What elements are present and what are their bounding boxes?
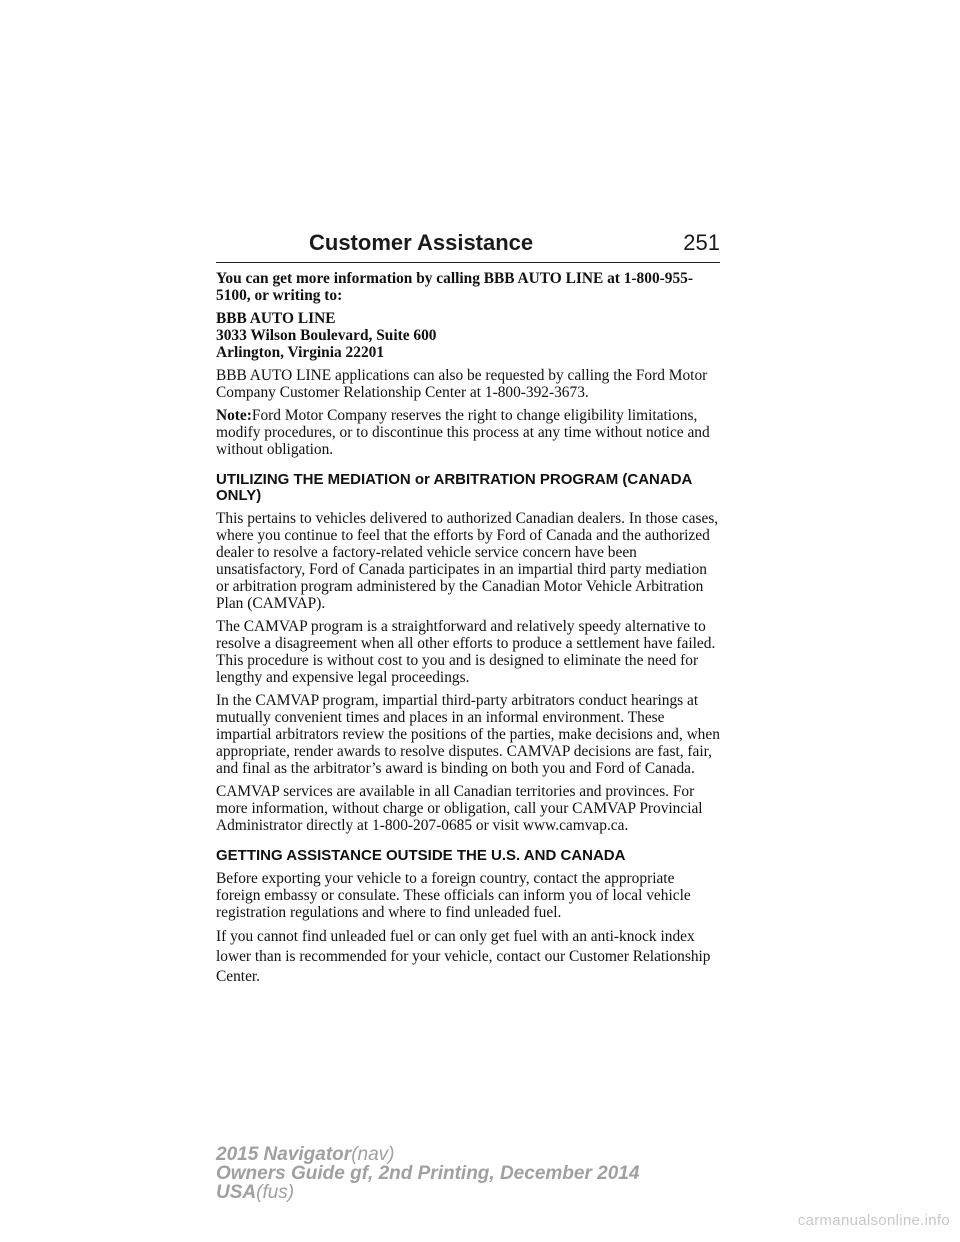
section-title: Customer Assistance xyxy=(309,230,534,255)
footer-line-1 xyxy=(216,1145,639,1164)
address-line-3: Arlington, Virginia 22201 xyxy=(216,344,385,361)
outside-paragraph-2: If you cannot find unleaded fuel or can only get fuel with an anti-knock index lower than is recommended for your vehicle, contact our Customer Relationship Center. xyxy=(216,928,711,985)
page-content xyxy=(216,270,722,993)
applications-paragraph: BBB AUTO LINE applications can also be requested by calling the Ford Motor Company Customer Relationship Center at 1-800-392-3673. xyxy=(216,367,708,401)
footer-model-code: (nav) xyxy=(351,1144,395,1165)
canada-paragraph-1: This pertains to vehicles delivered to authorized Canadian dealers. In those cases, where you continue to feel that the efforts by Ford of Canada and the authorized dealer to resolve a factory-related vehicle service concern have been unsatisfactory, Ford of Canada participates in an impartial third party mediation or arbitration program administered by the Canadian Motor Vehicle Arbitration Plan (CAMVAP). xyxy=(216,510,719,612)
note-text: Ford Motor Company reserves the right to change eligibility limitations, modify procedures, or to discontinue this process at any time without notice and without obligation. xyxy=(216,407,710,458)
canada-paragraph-4: CAMVAP services are available in all Canadian territories and provinces. For more information, without charge or obligation, call your CAMVAP Provincial Administrator directly at 1-800-207-0685 or visit www.camvap.ca. xyxy=(216,783,703,834)
watermark-text: carmanualsonline.info xyxy=(797,1212,950,1229)
page-number: 251 xyxy=(683,230,720,255)
note-paragraph xyxy=(216,407,722,458)
footer-market-code: (fus) xyxy=(256,1182,295,1203)
footer-line-3 xyxy=(216,1183,639,1202)
note-label: Note: xyxy=(216,407,252,424)
footer-model: 2015 Navigator xyxy=(216,1144,352,1165)
page-footer xyxy=(216,1145,639,1202)
canada-paragraph-2: The CAMVAP program is a straightforward and relatively speedy alternative to resolve a disagreement when all other efforts to produce a settlement have failed. This procedure is without cost to you and is designed to eliminate the need for lengthy and expensive legal proceedings. xyxy=(216,618,716,686)
canada-paragraph-3: In the CAMVAP program, impartial third-party arbitrators conduct hearings at mutually convenient times and places in an informal environment. These impartial arbitrators review the positions of the parties, make decisions and, when appropriate, render awards to resolve disputes. CAMVAP decisions are fast, fair, and final as the arbitrator’s award is binding on both you and Ford of Canada. xyxy=(216,692,720,777)
address-line-1: BBB AUTO LINE xyxy=(216,310,336,327)
heading-outside: GETTING ASSISTANCE OUTSIDE THE U.S. AND CANADA xyxy=(216,847,626,864)
mailing-address xyxy=(216,310,722,361)
page-header xyxy=(216,228,720,263)
heading-canada: UTILIZING THE MEDIATION or ARBITRATION PROGRAM (CANADA ONLY) xyxy=(216,471,692,504)
address-line-2: 3033 Wilson Boulevard, Suite 600 xyxy=(216,327,437,344)
footer-market: USA xyxy=(216,1182,257,1203)
footer-line-2: Owners Guide gf, 2nd Printing, December 2014 xyxy=(216,1163,640,1184)
outside-paragraph-1: Before exporting your vehicle to a foreign country, contact the appropriate foreign embassy or consulate. These officials can inform you of local vehicle registration regulations and where to find unleaded fuel. xyxy=(216,870,691,921)
intro-paragraph: You can get more information by calling BBB AUTO LINE at 1-800-955-5100, or writing to: xyxy=(216,270,693,304)
